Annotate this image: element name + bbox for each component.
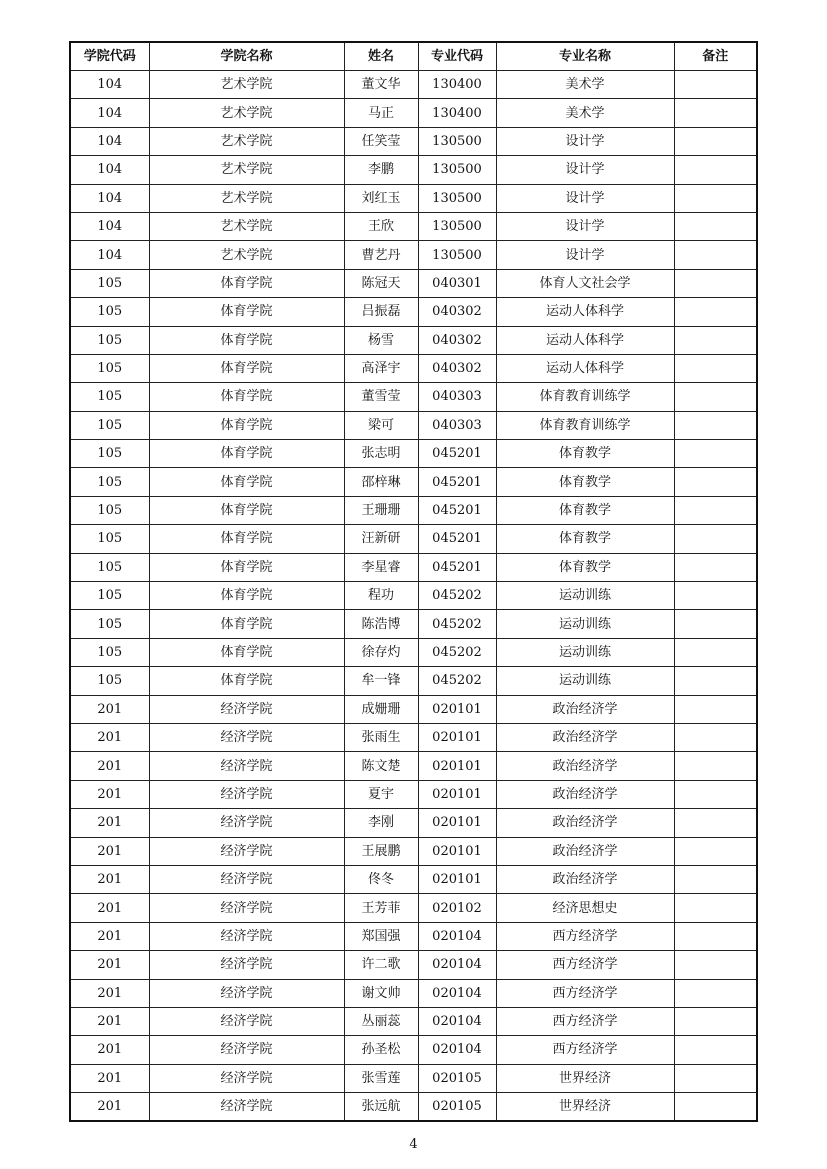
cell-college-code: 201	[70, 1007, 149, 1035]
cell-remarks	[674, 922, 757, 950]
cell-college-code: 105	[70, 638, 149, 666]
cell-college-code: 201	[70, 1064, 149, 1092]
cell-college-code: 105	[70, 383, 149, 411]
cell-college-name: 体育学院	[149, 525, 344, 553]
cell-major-name: 西方经济学	[496, 979, 674, 1007]
cell-college-code: 104	[70, 71, 149, 99]
table-row	[70, 752, 757, 780]
cell-major-name: 政治经济学	[496, 723, 674, 751]
cell-college-code: 105	[70, 582, 149, 610]
cell-major-code: 130500	[418, 241, 496, 269]
cell-major-name: 美术学	[496, 99, 674, 127]
cell-student-name: 杨雪	[344, 326, 418, 354]
cell-college-name: 经济学院	[149, 695, 344, 723]
cell-remarks	[674, 1007, 757, 1035]
cell-remarks	[674, 298, 757, 326]
cell-college-code: 201	[70, 809, 149, 837]
cell-student-name: 高泽宇	[344, 354, 418, 382]
table-row	[70, 610, 757, 638]
cell-remarks	[674, 809, 757, 837]
cell-remarks	[674, 951, 757, 979]
cell-remarks	[674, 979, 757, 1007]
cell-college-code: 105	[70, 298, 149, 326]
cell-college-name: 艺术学院	[149, 241, 344, 269]
cell-major-name: 体育教学	[496, 553, 674, 581]
cell-college-code: 104	[70, 241, 149, 269]
table-row	[70, 922, 757, 950]
table-row	[70, 127, 757, 155]
cell-remarks	[674, 695, 757, 723]
table-row	[70, 383, 757, 411]
header-student-name: 姓名	[344, 42, 418, 71]
cell-college-code: 105	[70, 667, 149, 695]
table-row	[70, 212, 757, 240]
cell-remarks	[674, 553, 757, 581]
cell-remarks	[674, 582, 757, 610]
cell-major-name: 西方经济学	[496, 922, 674, 950]
cell-college-name: 体育学院	[149, 298, 344, 326]
table-row	[70, 979, 757, 1007]
cell-student-name: 许二歌	[344, 951, 418, 979]
table-row	[70, 582, 757, 610]
table-row	[70, 184, 757, 212]
table-row	[70, 298, 757, 326]
cell-student-name: 梁可	[344, 411, 418, 439]
cell-college-code: 105	[70, 354, 149, 382]
cell-remarks	[674, 496, 757, 524]
cell-student-name: 王欣	[344, 212, 418, 240]
table-row	[70, 695, 757, 723]
cell-major-name: 设计学	[496, 127, 674, 155]
cell-major-code: 020104	[418, 951, 496, 979]
cell-major-name: 运动训练	[496, 582, 674, 610]
cell-college-code: 201	[70, 780, 149, 808]
cell-major-name: 体育教学	[496, 468, 674, 496]
table-row	[70, 1064, 757, 1092]
cell-college-name: 经济学院	[149, 979, 344, 1007]
cell-remarks	[674, 71, 757, 99]
cell-major-code: 040302	[418, 326, 496, 354]
table-row	[70, 525, 757, 553]
cell-college-code: 105	[70, 326, 149, 354]
cell-remarks	[674, 411, 757, 439]
cell-college-code: 105	[70, 496, 149, 524]
cell-student-name: 成姗珊	[344, 695, 418, 723]
cell-college-name: 体育学院	[149, 553, 344, 581]
header-major-name: 专业名称	[496, 42, 674, 71]
student-list-table-container	[69, 41, 756, 1122]
cell-student-name: 刘红玉	[344, 184, 418, 212]
cell-major-name: 政治经济学	[496, 809, 674, 837]
cell-major-name: 政治经济学	[496, 695, 674, 723]
table-row	[70, 241, 757, 269]
cell-college-code: 201	[70, 1093, 149, 1122]
cell-remarks	[674, 865, 757, 893]
table-row	[70, 553, 757, 581]
cell-remarks	[674, 837, 757, 865]
cell-major-code: 130500	[418, 127, 496, 155]
cell-major-name: 西方经济学	[496, 951, 674, 979]
cell-major-code: 020101	[418, 809, 496, 837]
cell-major-code: 020101	[418, 865, 496, 893]
cell-remarks	[674, 894, 757, 922]
cell-major-name: 世界经济	[496, 1064, 674, 1092]
cell-college-code: 201	[70, 865, 149, 893]
cell-college-code: 201	[70, 951, 149, 979]
table-row	[70, 951, 757, 979]
cell-college-name: 体育学院	[149, 610, 344, 638]
cell-college-code: 105	[70, 525, 149, 553]
cell-remarks	[674, 1093, 757, 1122]
cell-student-name: 马正	[344, 99, 418, 127]
table-row	[70, 496, 757, 524]
cell-college-name: 经济学院	[149, 1036, 344, 1064]
cell-major-code: 020101	[418, 695, 496, 723]
cell-remarks	[674, 667, 757, 695]
cell-college-name: 体育学院	[149, 354, 344, 382]
cell-college-code: 105	[70, 269, 149, 297]
cell-student-name: 谢文帅	[344, 979, 418, 1007]
cell-major-name: 运动人体科学	[496, 326, 674, 354]
cell-student-name: 董文华	[344, 71, 418, 99]
cell-college-name: 体育学院	[149, 269, 344, 297]
cell-major-name: 设计学	[496, 212, 674, 240]
cell-student-name: 李刚	[344, 809, 418, 837]
cell-college-code: 201	[70, 979, 149, 1007]
cell-college-code: 104	[70, 184, 149, 212]
cell-student-name: 曹艺丹	[344, 241, 418, 269]
cell-college-name: 经济学院	[149, 809, 344, 837]
cell-student-name: 张志明	[344, 440, 418, 468]
cell-college-code: 105	[70, 553, 149, 581]
header-college-code: 学院代码	[70, 42, 149, 71]
table-row	[70, 71, 757, 99]
cell-student-name: 王芳菲	[344, 894, 418, 922]
cell-major-name: 体育教学	[496, 525, 674, 553]
cell-major-code: 020104	[418, 1007, 496, 1035]
cell-college-code: 104	[70, 127, 149, 155]
cell-college-name: 艺术学院	[149, 99, 344, 127]
cell-student-name: 陈冠天	[344, 269, 418, 297]
cell-college-code: 105	[70, 610, 149, 638]
cell-major-name: 体育教学	[496, 496, 674, 524]
cell-major-name: 世界经济	[496, 1093, 674, 1122]
cell-remarks	[674, 326, 757, 354]
cell-college-name: 体育学院	[149, 638, 344, 666]
cell-college-code: 201	[70, 894, 149, 922]
cell-major-name: 体育人文社会学	[496, 269, 674, 297]
cell-major-name: 体育教学	[496, 440, 674, 468]
cell-major-code: 045201	[418, 553, 496, 581]
cell-major-code: 045202	[418, 667, 496, 695]
cell-major-name: 政治经济学	[496, 780, 674, 808]
cell-major-code: 020104	[418, 922, 496, 950]
cell-remarks	[674, 780, 757, 808]
cell-college-name: 经济学院	[149, 894, 344, 922]
cell-major-code: 045201	[418, 525, 496, 553]
table-row	[70, 723, 757, 751]
cell-college-code: 104	[70, 99, 149, 127]
cell-student-name: 徐存灼	[344, 638, 418, 666]
cell-college-code: 105	[70, 468, 149, 496]
cell-student-name: 牟一锋	[344, 667, 418, 695]
cell-student-name: 吕振磊	[344, 298, 418, 326]
cell-college-name: 体育学院	[149, 440, 344, 468]
table-row	[70, 468, 757, 496]
cell-remarks	[674, 468, 757, 496]
cell-remarks	[674, 127, 757, 155]
cell-major-code: 040302	[418, 298, 496, 326]
cell-student-name: 邵梓琳	[344, 468, 418, 496]
cell-major-name: 设计学	[496, 241, 674, 269]
cell-major-code: 040301	[418, 269, 496, 297]
cell-major-code: 045201	[418, 496, 496, 524]
table-row	[70, 269, 757, 297]
table-row	[70, 354, 757, 382]
table-row	[70, 809, 757, 837]
cell-major-code: 020104	[418, 979, 496, 1007]
cell-student-name: 李星睿	[344, 553, 418, 581]
cell-college-code: 104	[70, 212, 149, 240]
cell-major-code: 040303	[418, 411, 496, 439]
cell-student-name: 陈文楚	[344, 752, 418, 780]
cell-major-code: 045201	[418, 468, 496, 496]
cell-major-code: 020101	[418, 780, 496, 808]
cell-college-name: 艺术学院	[149, 71, 344, 99]
cell-major-name: 运动训练	[496, 610, 674, 638]
cell-college-name: 艺术学院	[149, 156, 344, 184]
cell-college-name: 艺术学院	[149, 212, 344, 240]
cell-college-name: 体育学院	[149, 667, 344, 695]
cell-college-code: 201	[70, 723, 149, 751]
cell-remarks	[674, 723, 757, 751]
table-row	[70, 1036, 757, 1064]
cell-major-code: 130500	[418, 184, 496, 212]
cell-major-code: 045202	[418, 610, 496, 638]
cell-remarks	[674, 156, 757, 184]
cell-major-code: 020102	[418, 894, 496, 922]
cell-major-code: 130400	[418, 71, 496, 99]
table-row	[70, 326, 757, 354]
cell-remarks	[674, 184, 757, 212]
cell-student-name: 孙圣松	[344, 1036, 418, 1064]
cell-major-code: 020101	[418, 837, 496, 865]
cell-major-name: 体育教育训练学	[496, 411, 674, 439]
cell-college-code: 105	[70, 440, 149, 468]
cell-college-name: 体育学院	[149, 468, 344, 496]
cell-remarks	[674, 241, 757, 269]
cell-student-name: 董雪莹	[344, 383, 418, 411]
header-college-name: 学院名称	[149, 42, 344, 71]
cell-remarks	[674, 440, 757, 468]
cell-remarks	[674, 1064, 757, 1092]
cell-student-name: 程功	[344, 582, 418, 610]
cell-student-name: 张远航	[344, 1093, 418, 1122]
cell-student-name: 王珊珊	[344, 496, 418, 524]
cell-major-name: 政治经济学	[496, 837, 674, 865]
cell-remarks	[674, 752, 757, 780]
cell-remarks	[674, 525, 757, 553]
table-row	[70, 865, 757, 893]
table-row	[70, 894, 757, 922]
cell-major-name: 运动训练	[496, 638, 674, 666]
table-row	[70, 638, 757, 666]
cell-student-name: 汪新研	[344, 525, 418, 553]
cell-college-name: 体育学院	[149, 383, 344, 411]
cell-student-name: 任笑莹	[344, 127, 418, 155]
cell-student-name: 王展鹏	[344, 837, 418, 865]
table-row	[70, 1093, 757, 1122]
cell-college-code: 201	[70, 752, 149, 780]
cell-college-name: 体育学院	[149, 496, 344, 524]
cell-remarks	[674, 383, 757, 411]
cell-major-code: 040302	[418, 354, 496, 382]
cell-remarks	[674, 354, 757, 382]
cell-college-name: 体育学院	[149, 411, 344, 439]
cell-major-name: 设计学	[496, 184, 674, 212]
cell-remarks	[674, 638, 757, 666]
cell-college-name: 经济学院	[149, 922, 344, 950]
cell-college-code: 104	[70, 156, 149, 184]
cell-student-name: 张雪莲	[344, 1064, 418, 1092]
table-row	[70, 1007, 757, 1035]
table-body	[70, 71, 757, 1122]
cell-major-name: 设计学	[496, 156, 674, 184]
cell-major-code: 020105	[418, 1093, 496, 1122]
cell-student-name: 李鹏	[344, 156, 418, 184]
cell-college-name: 艺术学院	[149, 127, 344, 155]
table-row	[70, 99, 757, 127]
table-row	[70, 837, 757, 865]
cell-major-code: 020101	[418, 752, 496, 780]
cell-college-name: 体育学院	[149, 326, 344, 354]
cell-major-code: 130500	[418, 212, 496, 240]
cell-college-name: 经济学院	[149, 780, 344, 808]
cell-major-code: 045202	[418, 638, 496, 666]
cell-college-code: 201	[70, 1036, 149, 1064]
cell-remarks	[674, 99, 757, 127]
cell-major-code: 045202	[418, 582, 496, 610]
cell-college-name: 经济学院	[149, 951, 344, 979]
student-list-table	[69, 41, 758, 1122]
table-row	[70, 440, 757, 468]
table-header	[70, 42, 757, 71]
cell-major-name: 经济思想史	[496, 894, 674, 922]
cell-remarks	[674, 212, 757, 240]
cell-college-code: 201	[70, 837, 149, 865]
header-major-code: 专业代码	[418, 42, 496, 71]
cell-college-name: 经济学院	[149, 837, 344, 865]
cell-major-name: 运动人体科学	[496, 354, 674, 382]
cell-student-name: 张雨生	[344, 723, 418, 751]
cell-major-code: 130400	[418, 99, 496, 127]
cell-college-name: 经济学院	[149, 1064, 344, 1092]
cell-student-name: 陈浩博	[344, 610, 418, 638]
cell-college-name: 经济学院	[149, 723, 344, 751]
cell-major-name: 体育教育训练学	[496, 383, 674, 411]
cell-major-code: 020104	[418, 1036, 496, 1064]
cell-student-name: 佟冬	[344, 865, 418, 893]
cell-remarks	[674, 610, 757, 638]
cell-college-code: 105	[70, 411, 149, 439]
header-row	[70, 42, 757, 71]
header-remarks: 备注	[674, 42, 757, 71]
cell-student-name: 郑国强	[344, 922, 418, 950]
cell-major-code: 020101	[418, 723, 496, 751]
cell-major-code: 020105	[418, 1064, 496, 1092]
table-row	[70, 156, 757, 184]
cell-student-name: 夏宇	[344, 780, 418, 808]
cell-remarks	[674, 269, 757, 297]
cell-major-name: 政治经济学	[496, 865, 674, 893]
cell-college-name: 经济学院	[149, 752, 344, 780]
cell-major-name: 美术学	[496, 71, 674, 99]
cell-major-name: 西方经济学	[496, 1036, 674, 1064]
cell-major-name: 运动人体科学	[496, 298, 674, 326]
cell-college-name: 体育学院	[149, 582, 344, 610]
cell-major-name: 西方经济学	[496, 1007, 674, 1035]
cell-student-name: 丛丽蕊	[344, 1007, 418, 1035]
cell-major-name: 政治经济学	[496, 752, 674, 780]
table-row	[70, 411, 757, 439]
cell-college-code: 201	[70, 922, 149, 950]
cell-college-name: 经济学院	[149, 1093, 344, 1122]
cell-college-name: 经济学院	[149, 865, 344, 893]
table-row	[70, 780, 757, 808]
cell-college-name: 经济学院	[149, 1007, 344, 1035]
cell-major-code: 040303	[418, 383, 496, 411]
page-number: 4	[409, 1137, 418, 1152]
table-row	[70, 667, 757, 695]
cell-major-code: 130500	[418, 156, 496, 184]
cell-college-code: 201	[70, 695, 149, 723]
cell-college-name: 艺术学院	[149, 184, 344, 212]
cell-major-name: 运动训练	[496, 667, 674, 695]
cell-remarks	[674, 1036, 757, 1064]
cell-major-code: 045201	[418, 440, 496, 468]
